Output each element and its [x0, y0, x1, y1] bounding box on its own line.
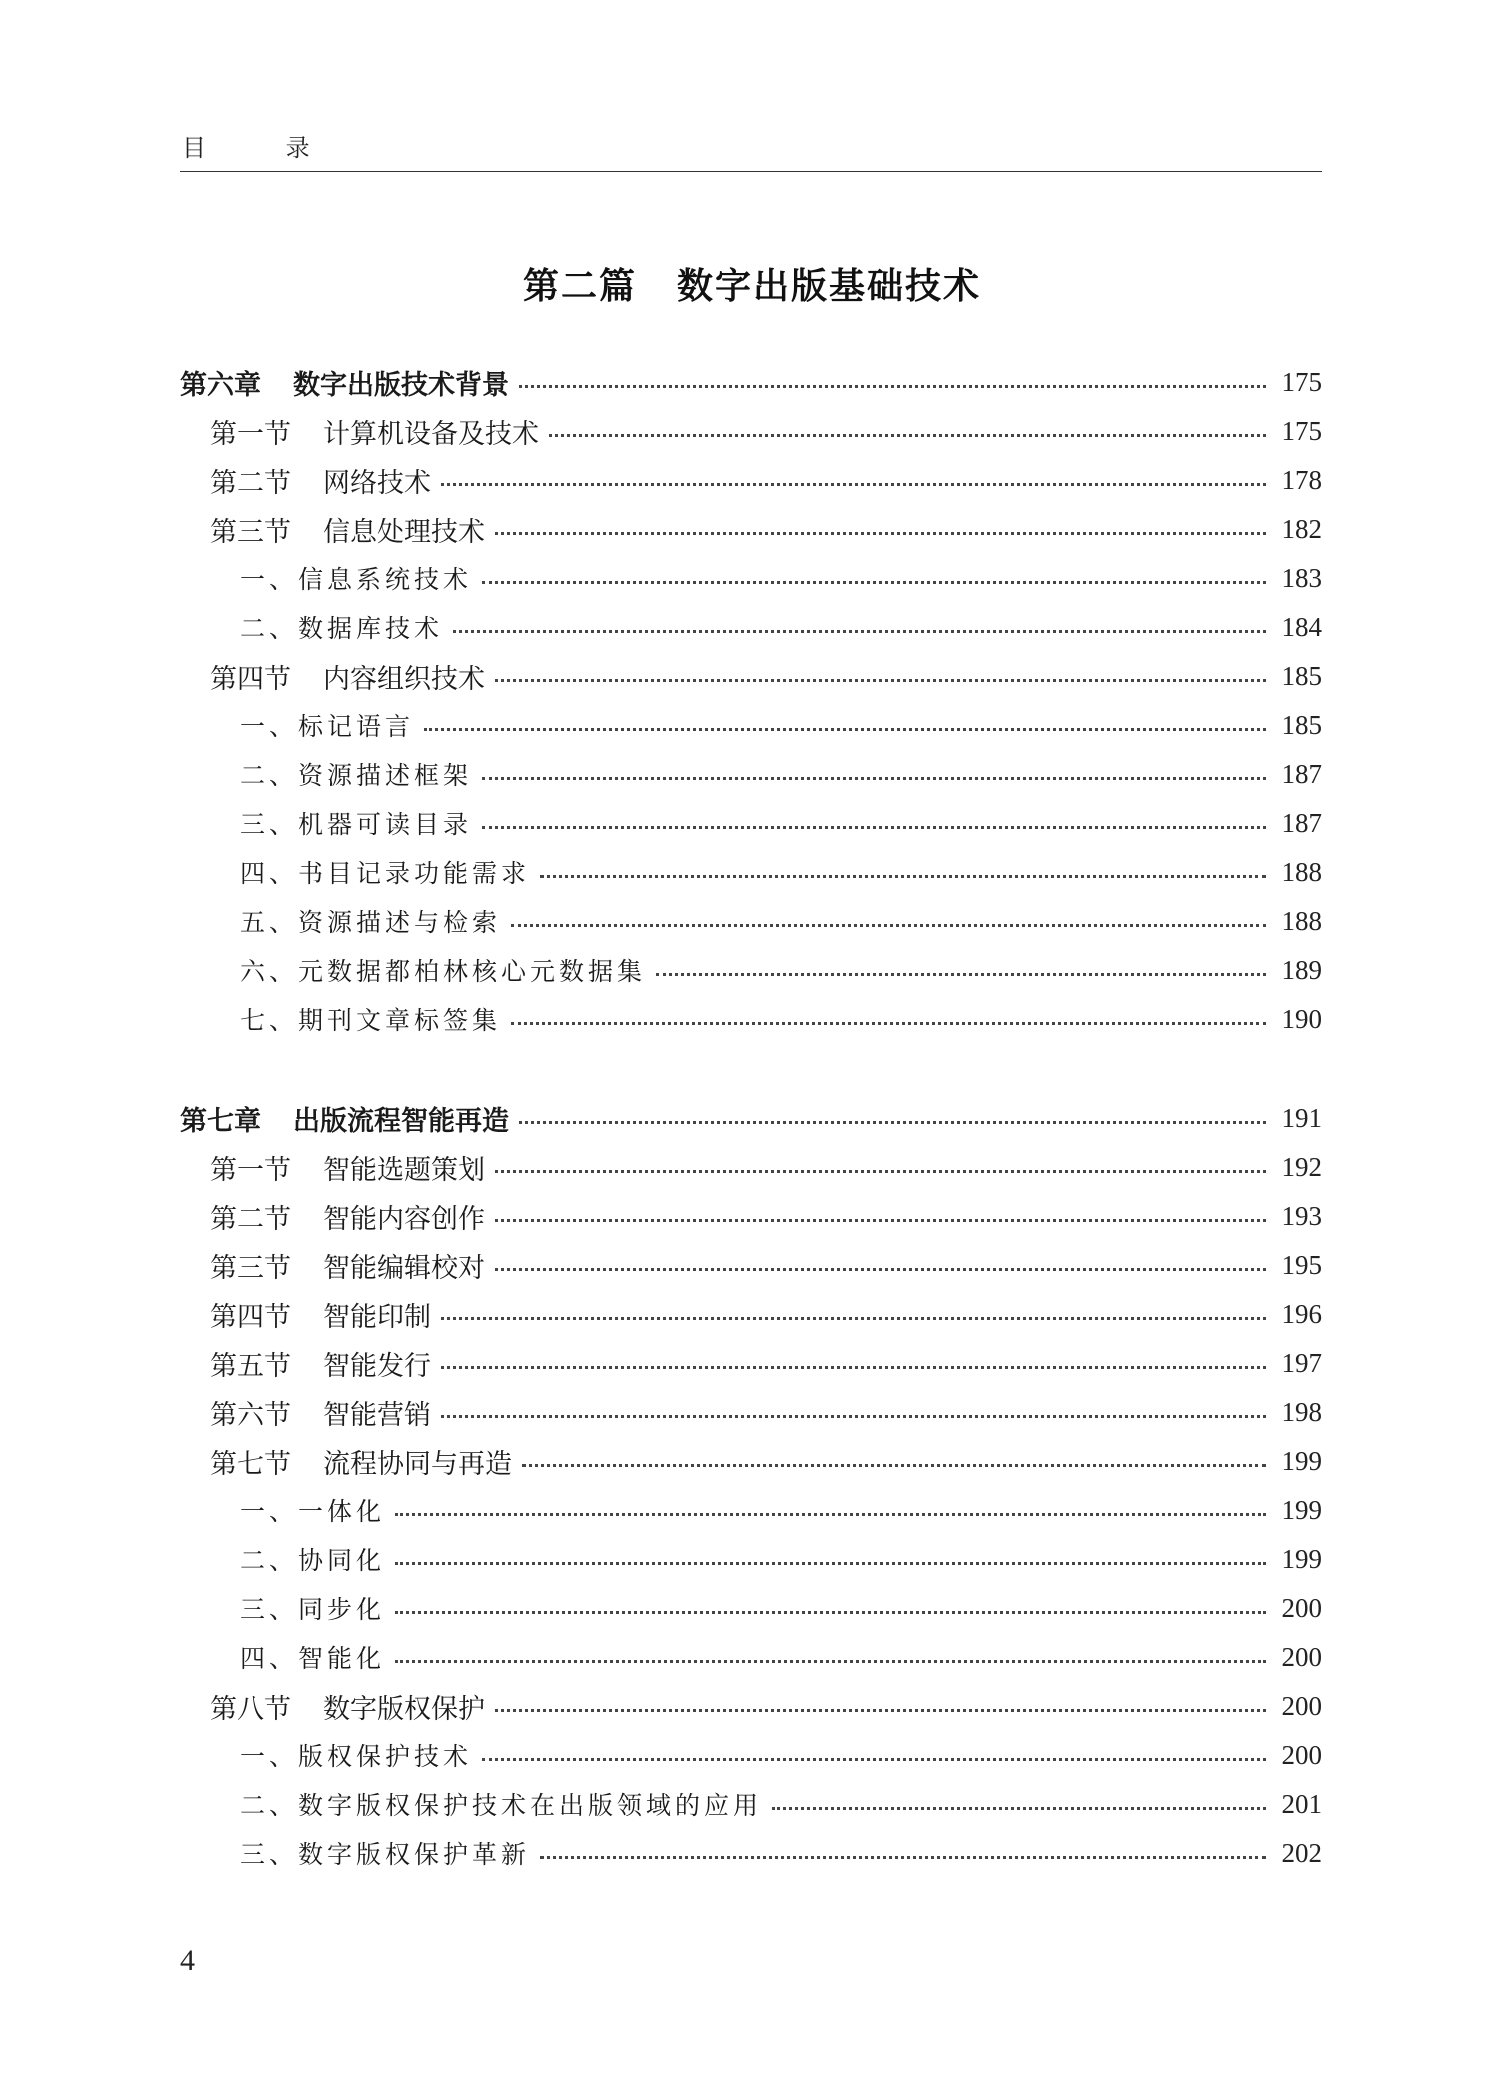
toc-entry-title: 智能发行 [323, 1350, 431, 1382]
toc-entry-heading [240, 560, 472, 596]
toc-entry-number: 第四节 [210, 1301, 291, 1333]
toc-entry-title: 标记语言 [298, 712, 415, 741]
toc-entry-title: 内容组织技术 [323, 663, 485, 695]
toc-entry-heading [240, 1590, 385, 1626]
toc-entry-number: 第二节 [210, 1203, 291, 1235]
toc-entry-section[interactable] [210, 505, 1322, 553]
dot-leader [482, 1758, 1266, 1761]
toc-entry-section[interactable] [210, 652, 1322, 700]
toc-entry-title: 数据库技术 [298, 614, 444, 643]
part-title-prefix: 第二篇 [522, 266, 637, 307]
toc-entry-heading [240, 707, 414, 743]
toc-entry-number: 二、 [240, 614, 299, 643]
toc-entry-item[interactable] [240, 848, 1322, 896]
toc-entry-title: 版权保护技术 [298, 1742, 473, 1771]
toc-entry-page: 199 [1281, 1494, 1322, 1525]
toc-entry-heading [240, 805, 472, 841]
toc-entry-title: 智能选题策划 [323, 1154, 485, 1186]
toc-entry-number: 第一节 [210, 418, 291, 450]
toc-entry-title: 一体化 [298, 1497, 386, 1526]
toc-entry-number: 一、 [240, 565, 299, 594]
dot-leader [482, 826, 1266, 829]
toc-entry-page: 196 [1281, 1298, 1322, 1329]
dot-leader [540, 1856, 1266, 1859]
dot-leader [395, 1513, 1266, 1516]
toc-entry-item[interactable] [240, 603, 1322, 651]
toc-entry-section[interactable] [210, 407, 1322, 455]
toc-entry-page: 182 [1281, 513, 1322, 544]
toc-entry-heading [240, 1541, 385, 1577]
toc-entry-item[interactable] [240, 750, 1322, 798]
toc-entry-page: 200 [1281, 1592, 1322, 1623]
toc-entry-heading [210, 1687, 485, 1726]
toc-entry-title: 元数据都柏林核心元数据集 [298, 957, 647, 986]
toc-entry-page: 200 [1281, 1739, 1322, 1770]
running-header: 目 录 [182, 134, 346, 162]
toc-entry-page: 178 [1281, 464, 1322, 495]
dot-leader [395, 1660, 1266, 1663]
part-title-name: 数字出版基础技术 [677, 266, 982, 307]
toc-entry-heading [180, 1099, 509, 1138]
dot-leader [441, 483, 1266, 486]
toc-entry-heading [210, 1148, 485, 1187]
toc-entry-number: 二、 [240, 1546, 299, 1575]
dot-leader [441, 1415, 1266, 1418]
toc-entry-section[interactable] [210, 456, 1322, 504]
toc-entry-heading [240, 1492, 385, 1528]
dot-leader [549, 434, 1266, 437]
dot-leader [495, 1709, 1266, 1712]
dot-leader [519, 385, 1266, 388]
toc-entry-page: 175 [1281, 415, 1322, 446]
toc-entry-number: 第六章 [180, 369, 261, 401]
dot-leader [495, 1170, 1266, 1173]
toc-entry-page: 202 [1281, 1837, 1322, 1868]
dot-leader [511, 924, 1266, 927]
toc-entry-title: 资源描述框架 [298, 761, 473, 790]
dot-leader [424, 728, 1266, 731]
toc-entry-page: 195 [1281, 1249, 1322, 1280]
toc-entry-heading [240, 609, 443, 645]
toc-entry-heading [210, 510, 485, 549]
toc-entry-title: 智能编辑校对 [323, 1252, 485, 1284]
dot-leader [511, 1022, 1266, 1025]
toc-entry-section[interactable] [210, 1241, 1322, 1289]
toc-entry-page: 200 [1281, 1690, 1322, 1721]
toc-entry-title: 数字出版技术背景 [293, 369, 509, 401]
toc-entry-title: 同步化 [298, 1595, 386, 1624]
dot-leader [441, 1317, 1266, 1320]
toc-entry-chapter[interactable] [180, 1094, 1322, 1142]
toc-entry-heading [240, 756, 472, 792]
toc-entry-heading [240, 1786, 762, 1822]
toc-entry-number: 二、 [240, 761, 299, 790]
dot-leader [656, 973, 1266, 976]
dot-leader [495, 532, 1266, 535]
toc-entry-item[interactable] [240, 897, 1322, 945]
toc-entry-title: 信息系统技术 [298, 565, 473, 594]
toc-entry-title: 智能内容创作 [323, 1203, 485, 1235]
toc-entry-number: 第六节 [210, 1399, 291, 1431]
toc-entry-title: 数字版权保护 [323, 1693, 485, 1725]
toc-entry-number: 二、 [240, 1791, 299, 1820]
toc-entry-heading [240, 1639, 385, 1675]
toc-entry-heading [210, 1197, 485, 1236]
toc-entry-number: 第五节 [210, 1350, 291, 1382]
dot-leader [522, 1464, 1266, 1467]
toc-entry-heading [210, 1442, 512, 1481]
toc-entry-number: 四、 [240, 1644, 299, 1673]
toc-entry-page: 193 [1281, 1200, 1322, 1231]
toc-entry-item[interactable] [240, 799, 1322, 847]
toc-entry-page: 190 [1281, 1003, 1322, 1034]
toc-entry-section[interactable] [210, 1682, 1322, 1730]
dot-leader [482, 581, 1266, 584]
toc-entry-number: 第二节 [210, 467, 291, 499]
toc-entry-title: 期刊文章标签集 [298, 1006, 502, 1035]
toc-entry-heading [210, 1344, 431, 1383]
toc-entry-page: 198 [1281, 1396, 1322, 1427]
toc-entry-section[interactable] [210, 1339, 1322, 1387]
toc-entry-number: 第三节 [210, 516, 291, 548]
toc-entry-title: 出版流程智能再造 [293, 1105, 509, 1137]
dot-leader [441, 1366, 1266, 1369]
toc-entry-heading [240, 854, 530, 890]
toc-entry-number: 第三节 [210, 1252, 291, 1284]
part-title [0, 258, 1504, 309]
toc-entry-heading [240, 952, 646, 988]
toc-entry-item[interactable] [240, 946, 1322, 994]
toc-entry-heading [210, 1295, 431, 1334]
toc-entry-number: 四、 [240, 859, 299, 888]
toc-entry-section[interactable] [210, 1290, 1322, 1338]
toc-entry-page: 188 [1281, 856, 1322, 887]
toc-entry-number: 一、 [240, 1497, 299, 1526]
toc-entry-number: 三、 [240, 810, 299, 839]
toc-entry-page: 201 [1281, 1788, 1322, 1819]
toc-entry-section[interactable] [210, 1388, 1322, 1436]
toc-entry-section[interactable] [210, 1437, 1322, 1485]
dot-leader [482, 777, 1266, 780]
header-rule [180, 171, 1322, 172]
toc-entry-item[interactable] [240, 1829, 1322, 1877]
toc-entry-heading [210, 1246, 485, 1285]
toc-entry-page: 197 [1281, 1347, 1322, 1378]
toc-entry-item[interactable] [240, 1780, 1322, 1828]
toc-entry-number: 七、 [240, 1006, 299, 1035]
toc-entry-title: 书目记录功能需求 [298, 859, 531, 888]
toc-entry-number: 第七节 [210, 1448, 291, 1480]
toc-entry-page: 199 [1281, 1445, 1322, 1476]
dot-leader [495, 679, 1266, 682]
toc-entry-number: 第一节 [210, 1154, 291, 1186]
toc-entry-number: 第八节 [210, 1693, 291, 1725]
dot-leader [395, 1562, 1266, 1565]
toc-entry-page: 185 [1281, 709, 1322, 740]
toc-entry-title: 数字版权保护技术在出版领域的应用 [298, 1791, 763, 1820]
toc-entry-title: 智能印制 [323, 1301, 431, 1333]
toc-entry-page: 187 [1281, 807, 1322, 838]
toc-entry-heading [240, 1001, 501, 1037]
toc-entry-heading [240, 1835, 530, 1871]
toc-entry-title: 智能化 [298, 1644, 386, 1673]
dot-leader [453, 630, 1266, 633]
dot-leader [495, 1268, 1266, 1271]
toc-entry-page: 185 [1281, 660, 1322, 691]
dot-leader [395, 1611, 1266, 1614]
toc-entry-page: 199 [1281, 1543, 1322, 1574]
toc-entry-page: 191 [1281, 1102, 1322, 1133]
toc-entry-page: 175 [1281, 366, 1322, 397]
toc-entry-title: 网络技术 [323, 467, 431, 499]
toc-entry-number: 一、 [240, 1742, 299, 1771]
dot-leader [540, 875, 1266, 878]
toc-entry-page: 187 [1281, 758, 1322, 789]
dot-leader [519, 1121, 1266, 1124]
toc-entry-page: 192 [1281, 1151, 1322, 1182]
toc-entry-page: 189 [1281, 954, 1322, 985]
toc-entry-heading [210, 657, 485, 696]
toc-entry-item[interactable] [240, 1584, 1322, 1632]
toc-entry-title: 资源描述与检索 [298, 908, 502, 937]
toc-entry-title: 流程协同与再造 [323, 1448, 512, 1480]
toc-entry-item[interactable] [240, 995, 1322, 1043]
toc-entry-title: 协同化 [298, 1546, 386, 1575]
toc-entry-heading [240, 1737, 472, 1773]
toc-entry-section[interactable] [210, 1143, 1322, 1191]
toc-entry-number: 六、 [240, 957, 299, 986]
toc-entry-number: 三、 [240, 1595, 299, 1624]
dot-leader [495, 1219, 1266, 1222]
toc-entry-item[interactable] [240, 701, 1322, 749]
toc-entry-item[interactable] [240, 1731, 1322, 1779]
toc-entry-heading [210, 461, 431, 500]
toc-entry-heading [210, 1393, 431, 1432]
toc-entry-title: 数字版权保护革新 [298, 1840, 531, 1869]
toc-entry-page: 200 [1281, 1641, 1322, 1672]
toc-entry-heading [180, 363, 509, 402]
toc-entry-number: 一、 [240, 712, 299, 741]
toc-entry-title: 计算机设备及技术 [323, 418, 539, 450]
page-number: 4 [180, 1944, 195, 1977]
toc-entry-heading [240, 903, 501, 939]
toc-entry-page: 188 [1281, 905, 1322, 936]
toc-entry-title: 智能营销 [323, 1399, 431, 1431]
toc-entry-title: 机器可读目录 [298, 810, 473, 839]
dot-leader [772, 1807, 1266, 1810]
toc-entry-chapter[interactable] [180, 358, 1322, 406]
toc-entry-section[interactable] [210, 1192, 1322, 1240]
toc-entry-number: 五、 [240, 908, 299, 937]
toc-entry-page: 184 [1281, 611, 1322, 642]
toc-entry-item[interactable] [240, 1486, 1322, 1534]
toc-entry-item[interactable] [240, 1633, 1322, 1681]
toc-entry-heading [210, 412, 539, 451]
toc-entry-item[interactable] [240, 1535, 1322, 1583]
toc-entry-number: 第四节 [210, 663, 291, 695]
toc-entry-number: 第七章 [180, 1105, 261, 1137]
toc-entry-page: 183 [1281, 562, 1322, 593]
toc-entry-number: 三、 [240, 1840, 299, 1869]
toc-entry-title: 信息处理技术 [323, 516, 485, 548]
toc-entry-item[interactable] [240, 554, 1322, 602]
